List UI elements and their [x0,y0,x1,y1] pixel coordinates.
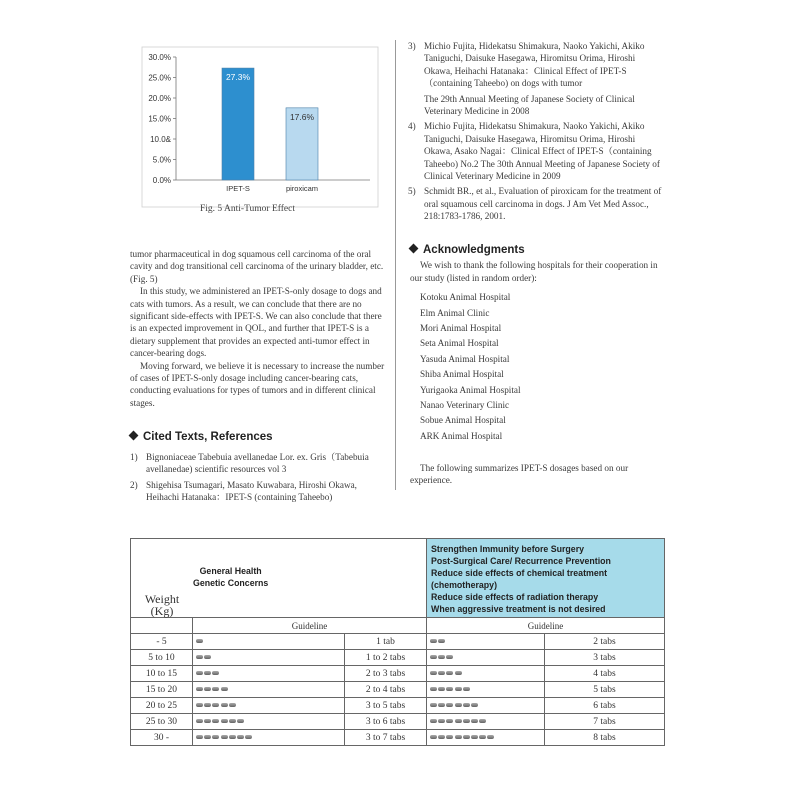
figure-caption: Fig. 5 Anti-Tumor Effect [200,204,296,214]
tablet-icon [446,719,453,723]
tablet-icon [237,719,244,723]
tablet-icon [196,719,203,723]
table-row [131,714,665,730]
tablet-icon [446,671,453,675]
tablet-icon [479,719,486,723]
tablet-icon [196,687,203,691]
weight-cell: 15 to 20 [131,682,193,698]
tablet-icon [446,687,453,691]
x-category-label: piroxicam [285,184,319,193]
reference-text: Schmidt BR., et al., Evaluation of piroxicam for the treatment of oral squamous cell carcinoma in dogs. J Am Vet Med Assoc., 218:1783-1786, 2001. [424,186,662,222]
weight-cell: 30 - [131,730,193,746]
treatment-tabs-cell: 6 tabs [545,698,665,714]
tablet-icon [196,639,203,643]
tablet-icon [204,655,211,659]
column-divider [395,40,396,490]
general-tabs-cell: 1 tab [345,634,427,650]
reference-item [408,40,663,117]
general-tabs-cell: 3 to 7 tabs [345,730,427,746]
treatment-tabs-cell: 4 tabs [545,666,665,682]
tablet-icon [212,671,219,675]
tablet-icon [455,735,462,739]
general-tabs-cell: 3 to 6 tabs [345,714,427,730]
hospital-item: Nanao Veterinary Clinic [420,399,510,410]
guideline-label-left: Guideline [193,618,427,634]
reference-body [424,185,663,222]
table-row [131,650,665,666]
body-paragraph-1: tumor pharmaceutical in dog squamous cell carcinoma of the oral cavity and dog transitional cell carcinoma of the urinary bladder, etc. (Fig. 5) [130,249,384,284]
anti-tumor-bar-chart [140,45,380,215]
tablet-count-icons [193,666,345,682]
weight-cell: 10 to 15 [131,666,193,682]
header-genetic-concerns: Genetic Concerns [193,578,269,588]
tablet-icon [430,735,437,739]
weight-cell: 5 to 10 [131,650,193,666]
reference-list-left [130,451,385,504]
tablet-icon [438,655,445,659]
tablet-icon [430,655,437,659]
bar-data-label: 27.3% [225,72,251,83]
tablet-count-icons [193,730,345,746]
tablet-icon [455,687,462,691]
tablet-icon [212,687,219,691]
tablet-icon [455,719,462,723]
tablet-icon [471,735,478,739]
tablet-icon [245,735,252,739]
tablet-count-icons [427,666,545,682]
tablet-icon [204,687,211,691]
tablet-icon [204,719,211,723]
general-tabs-cell: 1 to 2 tabs [345,650,427,666]
tablet-count-icons [427,634,545,650]
tablet-count-icons [193,682,345,698]
diamond-bullet-icon [409,244,419,254]
tablet-count-icons [193,650,345,666]
tablet-icon [196,735,203,739]
weight-column-label: Weight (Kg) [144,592,180,618]
treatment-header [427,539,665,618]
tablet-icon [204,671,211,675]
guideline-label-right: Guideline [427,618,665,634]
hospital-item: Shiba Animal Hospital [420,369,504,380]
treatment-tabs-cell: 5 tabs [545,682,665,698]
tablet-count-icons [427,698,545,714]
tablet-icon [430,687,437,691]
tablet-icon [463,735,470,739]
tablet-icon [196,671,203,675]
hospital-item: Mori Animal Hospital [420,323,502,333]
y-tick-label: 20.0% [148,94,171,103]
tablet-icon [438,687,445,691]
tablet-count-icons [427,650,545,666]
treatment-header-line: When aggressive treatment is not desired [431,604,606,614]
table-row [131,698,665,714]
tablet-icon [196,655,203,659]
tablet-icon [446,735,453,739]
hospital-list [420,290,665,444]
reference-body [424,120,663,182]
tablet-icon [229,703,236,707]
reference-number: 2) [130,479,138,490]
y-tick-label: 15.0% [148,114,171,124]
tablet-icon [463,703,470,707]
treatment-header-line: Post-Surgical Care/ Recurrence Prevention [431,556,611,566]
reference-body [146,451,385,476]
chart-frame [142,47,378,207]
bar-data-label: 17.6% [289,111,315,122]
reference-text: Shigehisa Tsumagari, Masato Kuwabara, Hiroshi Okawa, Heihachi Hatanaka：IPET-S (containing Taheebo) [146,479,357,502]
tablet-icon [229,735,236,739]
tablet-icon [438,703,445,707]
general-health-labels [193,565,268,589]
tablet-count-icons [427,682,545,698]
tablet-icon [479,735,486,739]
tablet-icon [204,703,211,707]
tablet-icon [438,671,445,675]
dosage-summary-text: The following summarizes IPET-S dosages based on our experience. [410,463,629,486]
reference-item [408,120,663,182]
tablet-count-icons [193,714,345,730]
reference-number: 4) [408,121,416,132]
weight-cell: 20 to 25 [131,698,193,714]
hospital-item: Sobue Animal Hospital [420,415,506,426]
tablet-icon [455,671,462,675]
cited-texts-heading-text: Cited Texts, References [143,431,273,444]
acknowledgments-heading [410,244,665,256]
y-tick-label: 5.0% [152,155,171,165]
dosage-table-grid [130,538,665,746]
reference-number: 3) [408,41,416,51]
body-paragraph-3: Moving forward, we believe it is necessary to increase the number of cases of IPET-S-only dosage including cancer-bearing cats, conducting evaluations for types of tumors and in different clinical stages. [130,360,385,408]
right-column-references [408,40,663,226]
tablet-icon [471,703,478,707]
reference-item [408,185,663,222]
tablet-icon [221,703,228,707]
tablet-icon [438,639,445,643]
dosage-table-body [131,634,665,746]
tablet-icon [212,735,219,739]
y-tick-label: 25.0% [148,73,171,83]
hospital-item: Kotoku Animal Hospital [420,292,511,303]
tablet-icon [237,735,244,739]
weight-cell: - 5 [131,634,193,650]
reference-list-right [408,40,663,223]
hospital-item: ARK Animal Hospital [420,430,503,441]
table-row [131,666,665,682]
treatment-tabs-cell: 8 tabs [545,730,665,746]
general-tabs-cell: 3 to 5 tabs [345,698,427,714]
reference-body [424,40,663,117]
tablet-icon [487,735,494,739]
treatment-header-line: Strengthen Immunity before Surgery [431,544,585,554]
tablet-icon [463,719,470,723]
weight-guide-spacer [131,618,193,634]
table-row [131,634,665,650]
tablet-icon [430,639,437,643]
reference-body [146,479,385,504]
tablet-icon [463,687,470,691]
tablet-icon [204,735,211,739]
reference-text: Bignoniaceae Tabebuia avellanedae Lor. ex. Gris（Tabebuia avellanedae) scientific resources vol 3 [146,451,369,475]
acknowledgments-section [410,244,665,444]
reference-text: Michio Fujita, Hidekatsu Shimakura, Naoko Yakichi, Akiko Taniguchi, Daisuke Hasegawa, Hiromitsu Orima, Hiroshi Okawa, Heihachi Hatanaka：Clinical Effect of IPET-S（containing Taheebo) on dogs with tumor [424,41,645,89]
table-row [131,682,665,698]
treatment-tabs-cell: 7 tabs [545,714,665,730]
reference-item [130,479,385,504]
general-tabs-cell: 2 to 3 tabs [345,666,427,682]
weight-cell: 25 to 30 [131,714,193,730]
tablet-icon [221,719,228,723]
bar-ipet-s [222,68,254,180]
tablet-icon [229,719,236,723]
body-paragraph-2: In this study, we administered an IPET-S-only dosage to dogs and cats with tumors. As a result, we can conclude that there are no significant side-effects with IPET-S. We can also conclude that there is an expected improvement in QOL, and further that IPET-S is a dietary supplement that provides an expected anti-tumor effect in cancer-bearing dogs. [130,286,382,359]
tablet-icon [196,703,203,707]
tablet-icon [212,703,219,707]
hospital-item: Yurigaoka Animal Hospital [420,384,521,395]
tablet-icon [212,719,219,723]
tablet-icon [455,703,462,707]
hospital-item: Seta Animal Hospital [420,338,499,349]
reference-item [130,451,385,476]
table-row [131,730,665,746]
tablet-count-icons [427,730,545,746]
treatment-tabs-cell: 2 tabs [545,634,665,650]
tablet-icon [438,719,445,723]
tablet-count-icons [427,714,545,730]
treatment-header-line: Reduce side effects of chemical treatment (chemotherapy) [431,568,608,590]
hospital-item: Yasuda Animal Hospital [420,353,510,364]
tablet-icon [430,703,437,707]
y-tick-label: 30.0% [148,53,171,62]
treatment-tabs-cell: 3 tabs [545,650,665,666]
tablet-icon [221,735,228,739]
y-tick-label: 0.0% [152,176,171,185]
treatment-header-line: Reduce side effects of radiation therapy [431,592,599,602]
general-tabs-cell: 2 to 4 tabs [345,682,427,698]
tablet-icon [446,655,453,659]
acknowledgments-heading-text: Acknowledgments [423,244,525,256]
reference-number: 5) [408,186,416,197]
tablet-icon [438,735,445,739]
treatment-header-lines [427,539,664,615]
tablet-count-icons [193,698,345,714]
tablet-count-icons [193,634,345,650]
y-tick-label: 10.0& [150,135,171,144]
tablet-icon [471,719,478,723]
dosage-table [130,538,664,742]
reference-text-continued: The 29th Annual Meeting of Japanese Society of Clinical Veterinary Medicine in 2008 [424,93,635,117]
hospital-item: Elm Animal Clinic [420,307,490,318]
reference-text: Michio Fujita, Hidekatsu Shimakura, Naoko Yakichi, Akiko Taniguchi, Daisuke Hasegawa, Hiromitsu Orima, Hiroshi Okawa, Asako Nagai：Clinical Effect of IPET-S（containing Taheebo) No.2 The 30th Annual Meeting of Japanese Society of Clinical Veterinary Medicine in 2009 [424,121,660,182]
reference-number: 1) [130,451,138,462]
tablet-icon [430,719,437,723]
tablet-icon [446,703,453,707]
acknowledgments-intro: We wish to thank the following hospitals for their cooperation in our study (listed in random order): [410,260,658,283]
header-general-health: General Health [199,566,262,576]
tablet-icon [430,671,437,675]
left-column [130,248,385,506]
x-category-label: IPET-S [226,184,250,193]
general-health-header [131,539,427,618]
diamond-bullet-icon [129,431,139,441]
tablet-icon [221,687,228,691]
cited-texts-heading [130,431,385,443]
